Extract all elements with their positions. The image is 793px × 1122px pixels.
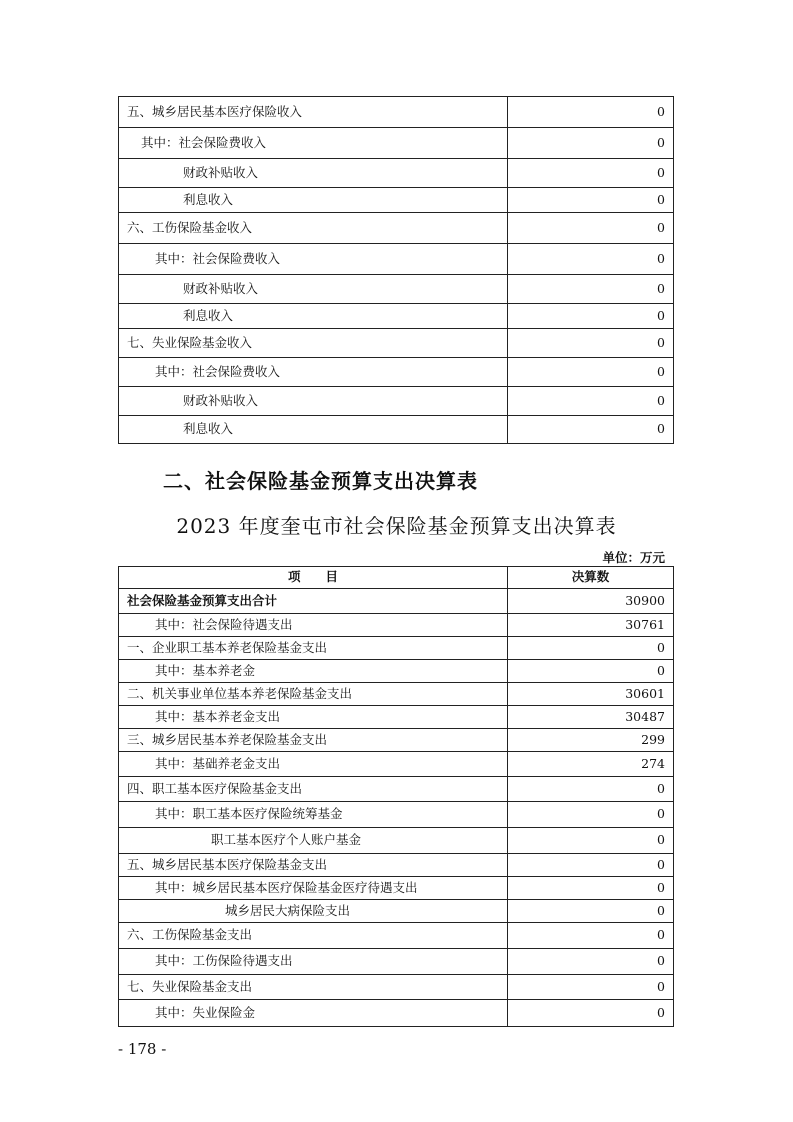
table-row [119,706,674,729]
row-label: 财政补贴收入 [119,387,508,416]
row-label: 其中：社会保险待遇支出 [119,614,508,637]
row-label: 社会保险基金预算支出合计 [119,589,508,614]
table-row [119,188,674,213]
row-value: 0 [508,329,674,358]
table-row [119,900,674,923]
row-label: 其中：城乡居民基本医疗保险基金医疗待遇支出 [119,877,508,900]
row-label: 其中：社会保险费收入 [119,358,508,387]
table-row [119,1000,674,1027]
row-label: 职工基本医疗个人账户基金 [119,828,508,854]
row-value: 0 [508,159,674,188]
table-row [119,275,674,304]
table-title: 2023 年度奎屯市社会保险基金预算支出决算表 [176,514,617,538]
row-label: 六、工伤保险基金支出 [119,923,508,949]
table-row [119,637,674,660]
row-label: 城乡居民大病保险支出 [119,900,508,923]
row-label: 其中：失业保险金 [119,1000,508,1027]
expenditure-table [118,566,674,1027]
row-value: 30900 [508,589,674,614]
row-label: 其中：工伤保险待遇支出 [119,949,508,975]
row-value: 30761 [508,614,674,637]
table-header-row [119,567,674,589]
row-value: 0 [508,358,674,387]
row-label: 二、机关事业单位基本养老保险基金支出 [119,683,508,706]
row-label: 四、职工基本医疗保险基金支出 [119,777,508,802]
table-row [119,213,674,244]
table-row [119,416,674,444]
row-value: 299 [508,729,674,752]
row-value: 274 [508,752,674,777]
row-value: 30601 [508,683,674,706]
table-row [119,828,674,854]
income-table [118,96,674,444]
row-value: 0 [508,188,674,213]
section-heading: 二、社会保险基金预算支出决算表 [163,469,478,493]
header-amount: 决算数 [508,567,674,589]
row-value: 0 [508,854,674,877]
table-row [119,949,674,975]
row-value: 0 [508,1000,674,1027]
unit-label: 单位：万元 [602,550,665,565]
row-label: 七、失业保险基金支出 [119,975,508,1000]
table-row [119,159,674,188]
row-value: 0 [508,949,674,975]
row-value: 0 [508,900,674,923]
table-row [119,589,674,614]
row-value: 0 [508,213,674,244]
row-value: 0 [508,97,674,128]
row-value: 0 [508,802,674,828]
row-value: 0 [508,923,674,949]
row-label: 其中：职工基本医疗保险统筹基金 [119,802,508,828]
row-label: 七、失业保险基金收入 [119,329,508,358]
row-value: 0 [508,828,674,854]
table-row [119,877,674,900]
table-row [119,358,674,387]
row-label: 五、城乡居民基本医疗保险收入 [119,97,508,128]
table-row [119,614,674,637]
row-label: 利息收入 [119,304,508,329]
table-row [119,777,674,802]
row-value: 0 [508,975,674,1000]
row-label: 利息收入 [119,416,508,444]
table-row [119,729,674,752]
row-value: 0 [508,637,674,660]
row-value: 0 [508,660,674,683]
row-label: 五、城乡居民基本医疗保险基金支出 [119,854,508,877]
row-value: 0 [508,387,674,416]
table-row [119,329,674,358]
table-row [119,854,674,877]
table-row [119,923,674,949]
row-label: 财政补贴收入 [119,159,508,188]
table-row [119,683,674,706]
row-label: 财政补贴收入 [119,275,508,304]
row-value: 0 [508,244,674,275]
row-label: 其中：社会保险费收入 [119,128,508,159]
row-value: 0 [508,128,674,159]
table-row [119,304,674,329]
table-row [119,660,674,683]
row-label: 一、企业职工基本养老保险基金支出 [119,637,508,660]
row-value: 0 [508,304,674,329]
row-value: 0 [508,275,674,304]
table-row [119,752,674,777]
row-label: 其中：基础养老金支出 [119,752,508,777]
row-value: 0 [508,416,674,444]
row-label: 其中：社会保险费收入 [119,244,508,275]
row-value: 30487 [508,706,674,729]
row-label: 利息收入 [119,188,508,213]
row-label: 其中：基本养老金 [119,660,508,683]
row-value: 0 [508,877,674,900]
page-number: - 178 - [118,1040,167,1058]
table-row [119,128,674,159]
table-row [119,975,674,1000]
table-row [119,387,674,416]
row-label: 六、工伤保险基金收入 [119,213,508,244]
row-label: 其中：基本养老金支出 [119,706,508,729]
row-value: 0 [508,777,674,802]
table-row [119,97,674,128]
table-row [119,244,674,275]
row-label: 三、城乡居民基本养老保险基金支出 [119,729,508,752]
header-item: 项 目 [119,567,508,589]
table-row [119,802,674,828]
